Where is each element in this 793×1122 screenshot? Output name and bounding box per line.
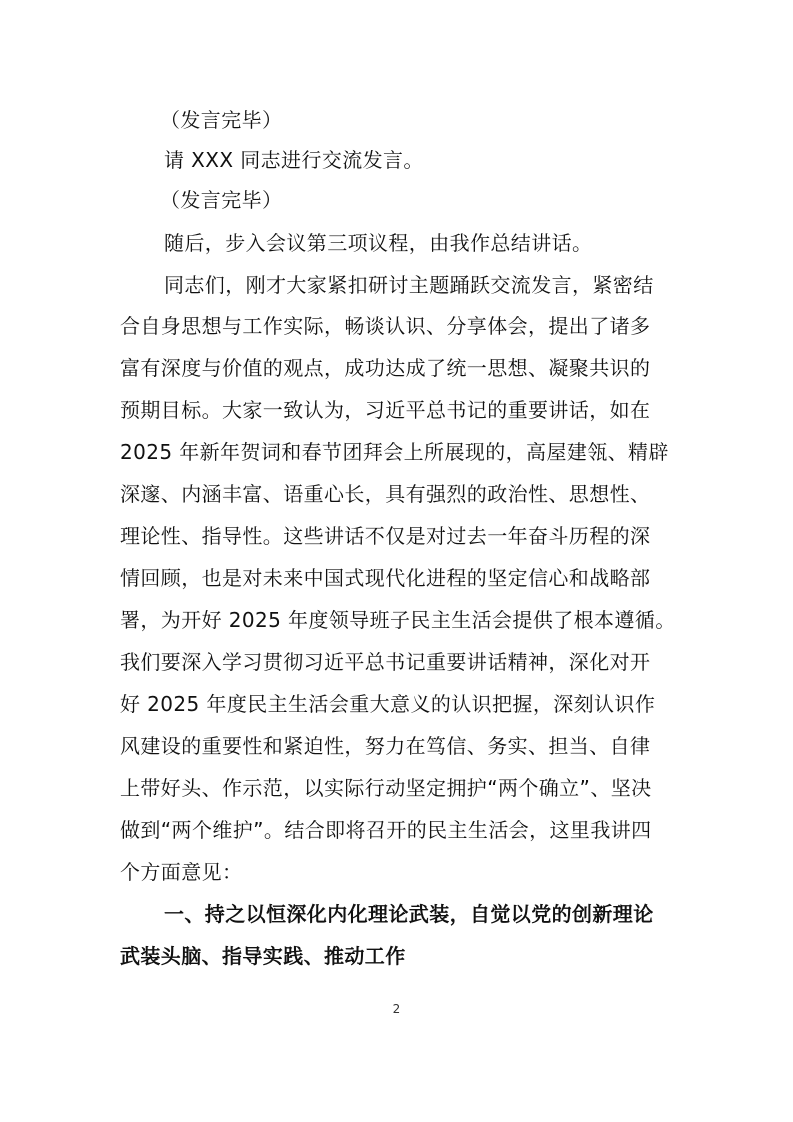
text-line: 情回顾，也是对未来中国式现代化进程的坚定信心和战略部 <box>120 566 651 590</box>
text-line: （发言完毕） <box>160 108 283 132</box>
text-line: 2025 年新年贺词和春节团拜会上所展现的，高屋建瓴、精辟 <box>120 440 669 464</box>
text-line: 理论性、指导性。这些讲话不仅是对过去一年奋斗历程的深 <box>120 524 651 548</box>
text-line: 随后，步入会议第三项议程，由我作总结讲话。 <box>164 231 593 255</box>
text-line: 预期目标。大家一致认为，习近平总书记的重要讲话，如在 <box>120 398 651 422</box>
page-number: 2 <box>392 1002 401 1016</box>
text-line: 风建设的重要性和紧迫性，努力在笃信、务实、担当、自律 <box>120 734 651 758</box>
text-line: 富有深度与价值的观点，成功达成了统一思想、凝聚共识的 <box>120 356 651 380</box>
text-line: 合自身思想与工作实际，畅谈认识、分享体会，提出了诸多 <box>120 314 651 338</box>
section-heading-line: 武装头脑、指导实践、推动工作 <box>120 944 406 968</box>
text-line: 个方面意见： <box>120 860 243 884</box>
text-line: 同志们，刚才大家紧扣研讨主题踊跃交流发言，紧密结 <box>164 273 654 297</box>
text-line: 署，为开好 2025 年度领导班子民主生活会提供了根本遵循。 <box>120 608 676 632</box>
text-line: 好 2025 年度民主生活会重大意义的认识把握，深刻认识作 <box>120 692 656 716</box>
text-line: 深邃、内涵丰富、语重心长，具有强烈的政治性、思想性、 <box>120 482 651 506</box>
text-line: 做到“两个维护”。结合即将召开的民主生活会，这里我讲四 <box>120 818 652 842</box>
text-line: 上带好头、作示范，以实际行动坚定拥护“两个确立”、坚决 <box>120 776 652 800</box>
section-heading-line: 一、持之以恒深化内化理论武装，自觉以党的创新理论 <box>164 902 654 926</box>
text-line: 请 XXX 同志进行交流发言。 <box>164 148 424 172</box>
text-line: （发言完毕） <box>160 188 283 212</box>
text-line: 我们要深入学习贯彻习近平总书记重要讲话精神，深化对开 <box>120 650 651 674</box>
